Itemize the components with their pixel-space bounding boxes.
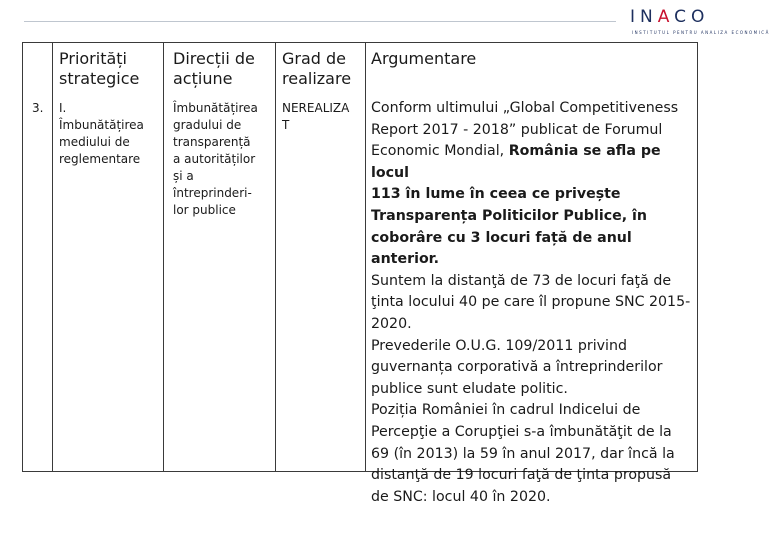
argument-line: 2020.	[371, 315, 412, 332]
argument-line: Prevederile O.U.G. 109/2011 privind	[371, 337, 627, 354]
row-number: 3.	[32, 101, 44, 115]
argument-line: distanţă de 19 locuri faţă de ţinta propusă	[371, 467, 672, 484]
logo-wordmark: INACO	[630, 7, 710, 27]
strategy-table	[22, 42, 698, 505]
logo-tagline: INSTITUTUL PENTRU ANALIZA ECONOMICĂ	[632, 30, 770, 35]
argument-line: coborâre cu 3 locuri față de anul anterior.	[371, 229, 632, 268]
argument-line: Poziția României în cadrul Indicelui de	[371, 402, 641, 419]
argument-line: guvernanța corporativă a întreprinderilor	[371, 359, 663, 376]
argument-line: publice sunt eludate politic.	[371, 380, 568, 397]
argument-line: Report 2017 - 2018” publicat de Forumul	[371, 121, 663, 138]
header-divider	[24, 21, 616, 22]
argument-line: Percepţie a Corupţiei s-a îmbunătăţit de la	[371, 423, 672, 440]
argument-line: 69 (în 2013) la 59 în anul 2017, dar încă la	[371, 445, 675, 462]
argument-line: Economic Mondial, România se afla pe locul	[371, 143, 661, 181]
header-status: Grad de realizare	[282, 49, 352, 88]
argument-line: de SNC: locul 40 în 2020.	[371, 488, 551, 505]
argument-line: Conform ultimului „Global Competitiveness	[371, 100, 679, 116]
argument-cell	[371, 98, 697, 508]
argument-line: Suntem la distanţă de 73 de locuri faţă de	[371, 272, 672, 289]
direction-cell: Îmbunătățirea gradului de transparență a autorităților și a întreprinderi- lor publice	[173, 101, 258, 217]
priority-cell: I. Îmbunătățirea mediului de reglementare	[59, 101, 144, 166]
status-cell: NEREALIZA T	[282, 101, 350, 132]
header-priorities: Priorități strategice	[59, 49, 140, 88]
column-divider	[365, 43, 366, 471]
column-divider	[52, 43, 53, 471]
argument-line: ţinta locului 40 pe care îl propune SNC 2015-	[371, 294, 691, 311]
column-divider	[275, 43, 276, 471]
header-argument: Argumentare	[371, 49, 477, 68]
inaco-logo	[626, 7, 770, 43]
argument-line: Transparența Politicilor Publice, în	[371, 207, 648, 224]
column-divider	[163, 43, 164, 471]
argument-line: 113 în lume în ceea ce privește	[371, 186, 621, 203]
header-directions: Direcții de acțiune	[173, 49, 255, 88]
